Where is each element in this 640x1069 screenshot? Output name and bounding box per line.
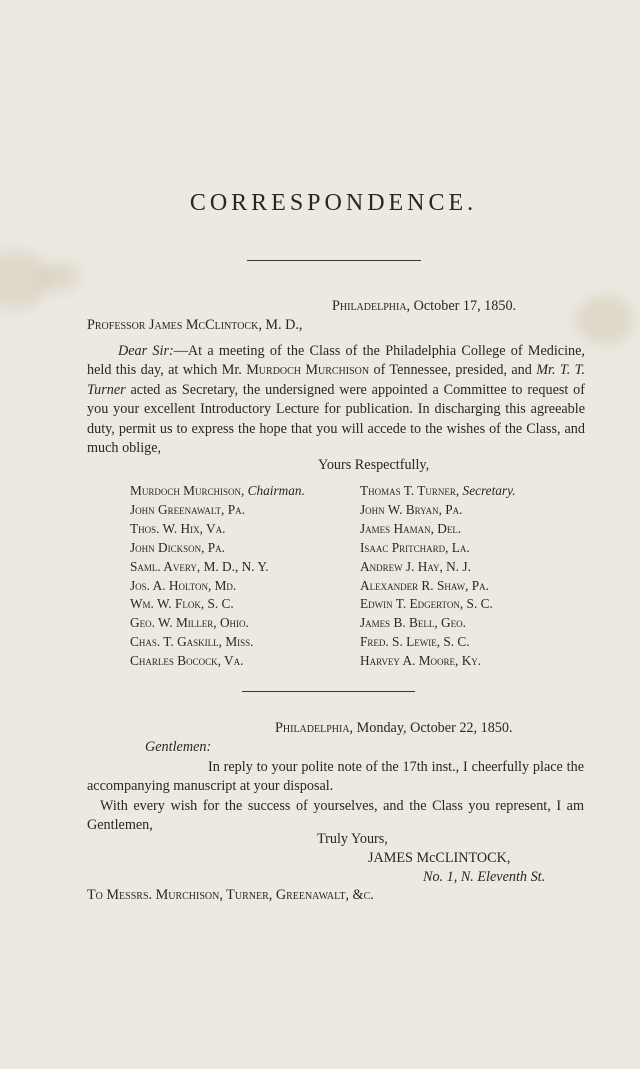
signer-role: Chairman. — [247, 483, 305, 498]
signer-name: Chas. T. Gaskill, Miss. — [130, 634, 254, 650]
letter1-secretary-name: Mr. T. T. Turner — [87, 362, 585, 398]
letter2-paragraph: In reply to your polite note of the 17th inst., I cheerfully place the accompanying manuscript at your disposal. — [87, 759, 584, 795]
signer-name: Fred. S. Lewie, S. C. — [360, 634, 470, 650]
signer-row — [130, 595, 305, 614]
letter1-place: Philadelphia, — [332, 298, 411, 314]
signer-row — [360, 520, 516, 539]
letter1-dateline — [332, 297, 516, 316]
letter2-paragraph: With every wish for the success of yourselves, and the Class you represent, I am Gentlemen, — [87, 797, 584, 834]
signer-row — [130, 539, 305, 558]
letter1-addressee: Professor James McClintock, M. D., — [87, 317, 303, 333]
signer-row — [360, 558, 516, 577]
signer-row — [130, 577, 305, 596]
paper-stain — [40, 262, 80, 292]
signer-row — [360, 501, 516, 520]
letter2-dateline — [275, 719, 513, 738]
signers-left — [130, 482, 305, 671]
letter1-text: —At a meeting of the Class of the Philadelphia College of Medicine, held this day, at which Mr. — [87, 343, 585, 379]
letter2-address: No. 1, N. Eleventh St. — [423, 869, 546, 885]
letter2-date: Monday, October 22, 1850. — [356, 720, 513, 736]
signer-name: John W. Bryan, Pa. — [360, 501, 463, 517]
signer-row — [360, 595, 516, 614]
letter1-text: acted as Secretary, the undersigned were appointed a Committee to request of you your excellent Introductory Lecture for publication. In discharging this agreeable duty, permit us to express the hope that you will accede to the wishes of the Class, and much oblige, — [87, 381, 585, 457]
letter1-body — [87, 342, 585, 458]
letter1-closing: Yours Respectfully, — [318, 457, 430, 473]
letter2-place: Philadelphia, — [275, 720, 354, 736]
page-title: CORRESPONDENCE. — [189, 190, 478, 216]
signer-row — [360, 539, 516, 558]
paper-stain — [575, 295, 635, 345]
signer-name: Alexander R. Shaw, Pa. — [360, 577, 489, 593]
signer-name: Murdoch Murchison, — [130, 483, 245, 498]
signer-name: Jos. A. Holton, Md. — [130, 577, 237, 593]
divider — [242, 691, 415, 692]
signer-row — [360, 482, 516, 501]
signer-row — [130, 652, 305, 671]
letter1-text: of Tennessee, presided, and — [369, 362, 537, 379]
letter2-closing: Truly Yours, — [317, 831, 388, 847]
signer-name: Harvey A. Moore, Ky. — [360, 653, 482, 669]
letter1-chair-name: Murdoch Murchison — [246, 362, 370, 379]
signer-name: Thomas T. Turner, — [360, 483, 460, 498]
signers-right — [360, 482, 516, 671]
signer-row — [130, 520, 305, 539]
signer-row — [360, 652, 516, 671]
letter2-salutation: Gentlemen: — [145, 739, 212, 755]
signer-row — [130, 633, 305, 652]
letter1-salutation: Dear Sir: — [118, 343, 174, 359]
letter2-body — [87, 758, 584, 836]
signer-name: James B. Bell, Geo. — [360, 615, 466, 631]
signer-row — [130, 558, 305, 577]
signer-row — [130, 482, 305, 501]
signer-row — [360, 614, 516, 633]
signer-row — [130, 614, 305, 633]
signer-name: Saml. Avery, M. D., N. Y. — [130, 558, 269, 574]
letter2-signature: JAMES McCLINTOCK, — [368, 850, 511, 866]
signer-name: John Greenawalt, Pa. — [130, 501, 245, 517]
divider — [247, 260, 421, 261]
signer-name: Edwin T. Edgerton, S. C. — [360, 596, 493, 612]
signer-row — [360, 577, 516, 596]
signer-name: Geo. W. Miller, Ohio. — [130, 615, 249, 631]
signer-name: James Haman, Del. — [360, 520, 462, 536]
signer-name: Andrew J. Hay, N. J. — [360, 558, 471, 574]
signer-name: Thos. W. Hix, Va. — [130, 520, 226, 536]
signer-name: Charles Bocock, Va. — [130, 653, 244, 669]
letter2-addressees: To Messrs. Murchison, Turner, Greenawalt, &c. — [87, 887, 374, 903]
signer-row — [360, 633, 516, 652]
signer-name: Isaac Pritchard, La. — [360, 539, 470, 555]
signer-row — [130, 501, 305, 520]
letter1-date: October 17, 1850. — [413, 298, 517, 314]
signer-name: John Dickson, Pa. — [130, 539, 225, 555]
signer-role: Secretary. — [462, 483, 516, 498]
signer-name: Wm. W. Flok, S. C. — [130, 596, 234, 612]
